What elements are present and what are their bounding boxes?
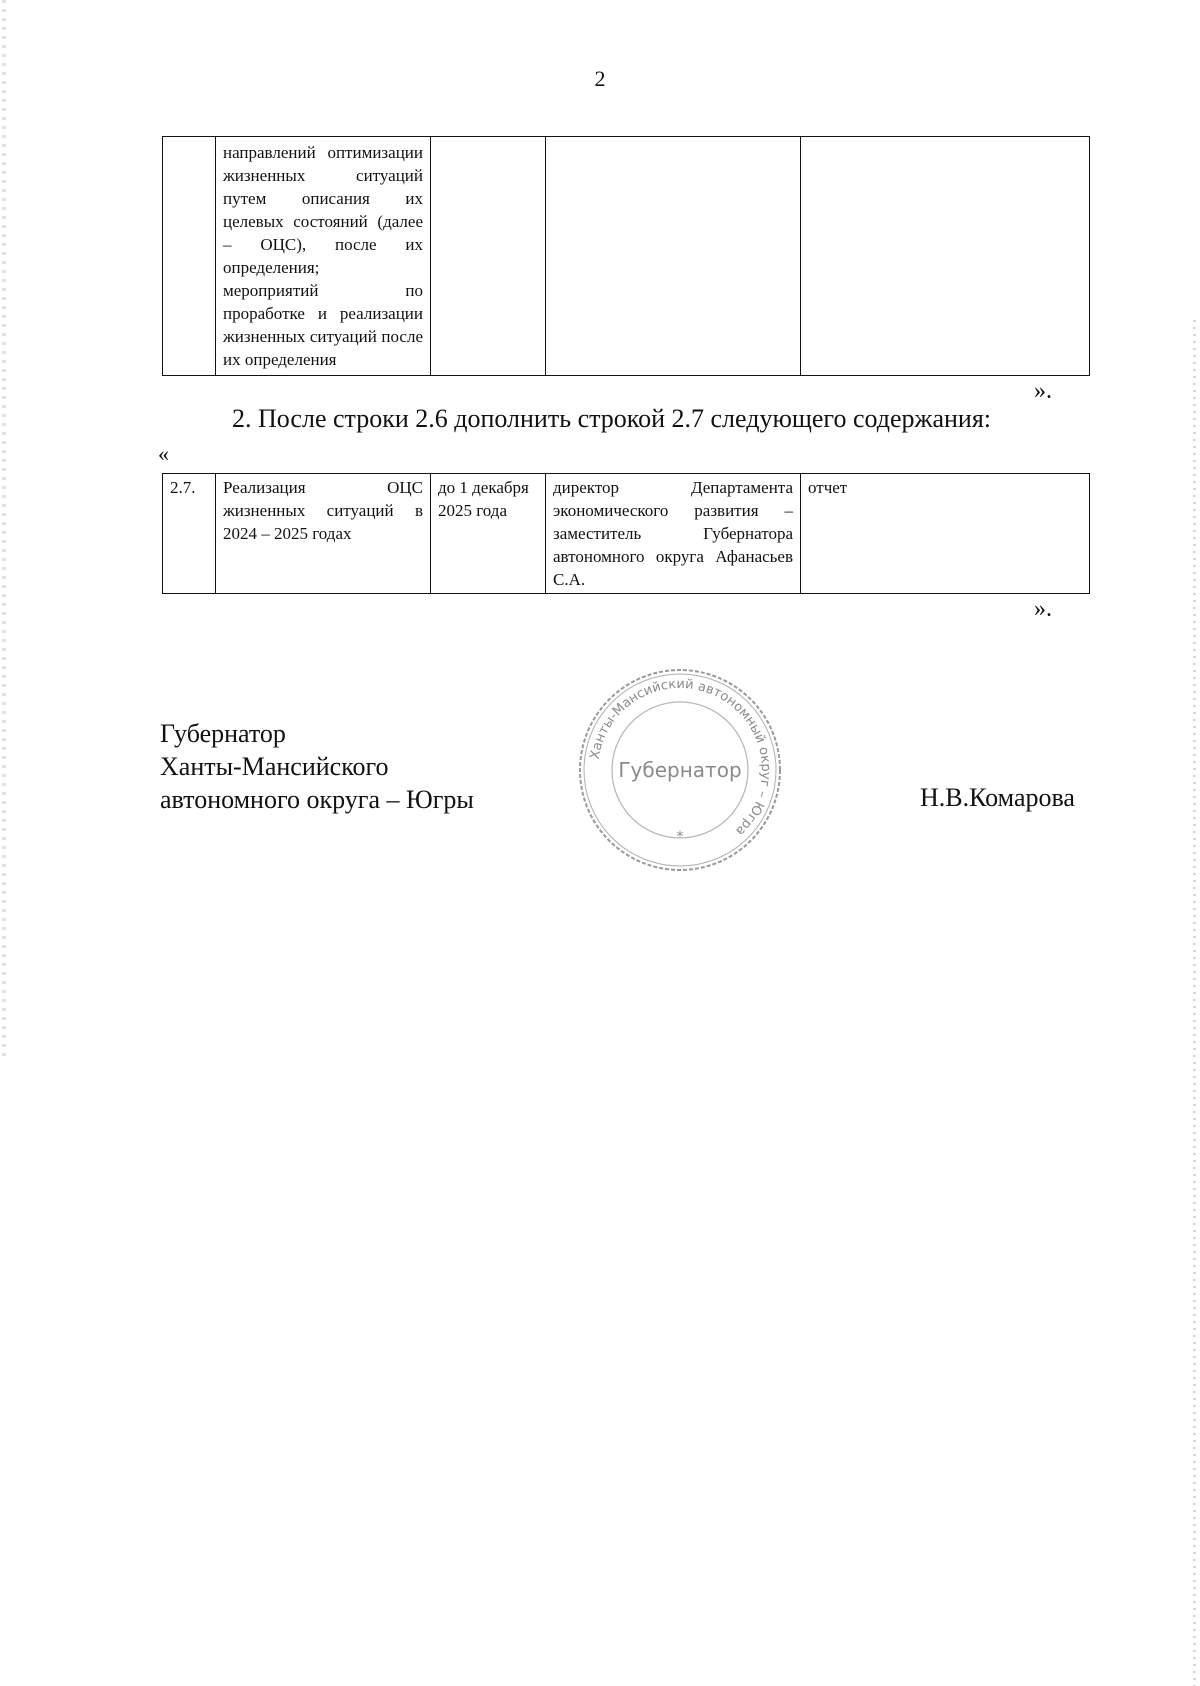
official-seal: [575, 665, 785, 875]
signatory-name: Н.В.Комарова: [920, 783, 1075, 812]
table-new-row: [162, 473, 1090, 594]
amendment-paragraph: 2. После строки 2.6 дополнить строкой 2.7 следующего содержания:: [232, 404, 992, 433]
table-row: [163, 137, 1090, 376]
table-cell-deadline: [431, 137, 546, 376]
table-cell-activity-text-extra: мероприятий по проработке и реализации жизненных ситуаций после их определения: [223, 281, 423, 369]
signatory-position-line: Губернатор: [160, 719, 286, 748]
table-cell-result: отчет: [801, 474, 1090, 594]
table-cell-responsible: директор Департамента экономического развития – заместитель Губернатора автономного округа Афанасьев С.А.: [546, 474, 801, 594]
table-cell-number: [163, 137, 216, 376]
opening-quote: «: [158, 441, 169, 466]
table-row: [163, 474, 1090, 594]
signatory-position-line: Ханты-Мансийского: [160, 752, 389, 781]
page-number: 2: [594, 66, 606, 91]
table-cell-deadline: до 1 декабря 2025 года: [431, 474, 546, 594]
seal-star-icon: *: [676, 829, 684, 845]
scan-edge-right: [1193, 320, 1196, 1686]
table-cell-number: 2.7.: [163, 474, 216, 594]
table-cell-activity: Реализация ОЦС жизненных ситуаций в 2024 – 2025 годах: [216, 474, 431, 594]
table-cell-responsible: [546, 137, 801, 376]
signatory-position-line: автономного округа – Югры: [160, 785, 474, 814]
seal-ring-text: Ханты-Мансийский автономный округ – Югра: [587, 676, 774, 839]
scan-edge-left: [2, 0, 6, 1060]
table-cell-activity-text: направлений оптимизации жизненных ситуаций путем описания их целевых состояний (далее – ОЦС), после их определения;: [223, 143, 423, 277]
table-cell-result: [801, 137, 1090, 376]
signatory-position: [160, 717, 474, 816]
table-continuation: [162, 136, 1090, 376]
seal-center-text: Губернатор: [618, 758, 742, 782]
closing-quote: ».: [1034, 596, 1052, 622]
closing-quote: ».: [1034, 378, 1052, 404]
table-cell-activity: [216, 137, 431, 376]
